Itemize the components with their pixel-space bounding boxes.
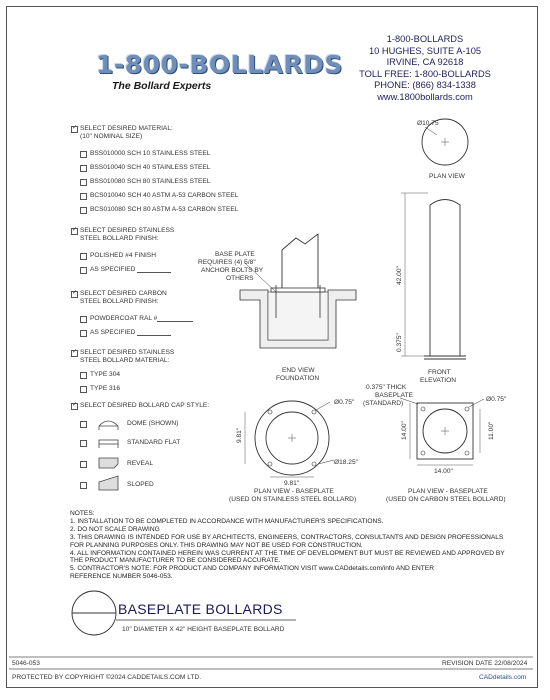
plan-view-label: PLAN VIEW [429,173,465,180]
cs-right-dim: 11.00" [488,421,495,440]
note-line: 4. ALL INFORMATION CONTAINED HEREIN WAS CURRENT AT THE TIME OF DEVELOPMENT BUT MUST BE REVIEWED AND APPROVED BY [70,549,505,557]
cs-baseplate-label: PLAN VIEW - BASEPLATE [408,488,488,495]
cs-thickness-note-line: BASEPLATE [375,392,413,399]
cap-option: STANDARD FLAT [127,439,181,446]
elevation-base-dim: 0.375" [396,333,403,352]
note-line: REFERENCE NUMBER 5046-053. [70,573,173,581]
cs-horizontal-dim: 14.00" [434,468,453,475]
baseplate-note-line: REQUIRES (4) 5/8" [198,259,256,266]
elevation-height-dim: 42.00" [396,266,403,285]
material-option: BCS010080 SCH 80 ASTM A-53 CARBON STEEL [90,206,239,213]
cs-left-dim: 14.00" [401,421,408,440]
cap-heading: SELECT DESIRED BOLLARD CAP STYLE: [80,402,210,409]
material-heading-sub: (10" NOMINAL SIZE) [80,133,143,140]
note-line: 2. DO NOT SCALE DRAWING [70,525,160,533]
contact-line: PHONE: (866) 834-1338 [374,80,476,91]
cap-option: DOME (SHOWN) [127,420,179,427]
note-line: 5. CONTRACTOR'S NOTE: FOR PRODUCT AND COMPANY INFORMATION VISIT www.CADdetails.com/info AND ENTER [70,565,434,573]
ss-baseplate-plan [229,399,359,503]
cs-finish-option: POWDERCOAT RAL # [90,315,158,322]
caddetails-link[interactable]: CADdetails.com [479,674,527,681]
ss-circle-dim: Ø18.25" [334,459,358,466]
note-line: THE PRODUCT MANUFACTURER TO BE CONSIDERED ACCURATE. [70,557,281,565]
contact-line: 1-800-BOLLARDS [386,34,464,44]
baseplate-note-line: OTHERS [226,275,254,282]
ss-finish-heading: SELECT DESIRED STAINLESS [80,227,175,234]
notes-heading: NOTES: [70,510,95,517]
baseplate-note: BASE PLATE [215,251,255,258]
material-option: BSS010000 SCH 10 STAINLESS STEEL [90,150,211,157]
revision-date: REVISION DATE 22/08/2024 [442,660,528,667]
material-option: BSS010040 SCH 40 STAINLESS STEEL [90,164,211,171]
ss-material-heading-sub: STEEL BOLLARD MATERIAL: [80,357,170,364]
ss-horizontal-dim: 9.81" [284,480,300,487]
material-option: BCS010040 SCH 40 ASTM A-53 CARBON STEEL [90,192,239,199]
contact-website[interactable]: www.1800bollards.com [377,91,473,102]
material-option: BSS010080 SCH 80 STAINLESS STEEL [90,178,211,185]
contact-line: 10 HUGHES, SUITE A-105 [368,45,482,56]
cs-finish-option: AS SPECIFIED [90,329,136,336]
contact-line: IRVINE, CA 92618 [386,57,464,68]
copyright-notice: PROTECTED BY COPYRIGHT ©2024 CADDETAILS.COM LTD. [12,674,202,681]
cap-option: SLOPED [127,481,154,488]
ss-baseplate-label-sub: (USED ON STAINLESS STEEL BOLLARD) [229,496,357,503]
cs-finish-heading-sub: STEEL BOLLARD FINISH: [80,298,159,305]
plan-view-diameter: Ø10.75 [417,120,439,127]
ss-finish-heading-sub: STEEL BOLLARD FINISH: [80,235,159,242]
company-logo: 1-800-BOLLARDS [96,50,343,79]
ss-material-option: TYPE 316 [90,385,121,392]
general-notes [70,510,505,581]
ss-vertical-dim: 9.81" [236,427,243,443]
plan-view [417,119,468,180]
ss-baseplate-label: PLAN VIEW - BASEPLATE [254,488,334,495]
end-view-label: END VIEW [282,367,315,374]
cs-thickness-note: 0.375" THICK [366,384,407,391]
drawing-subtitle: 10" DIAMETER X 42" HEIGHT BASEPLATE BOLLARD [122,626,285,633]
contact-line: TOLL FREE: 1-800-BOLLARDS [359,68,491,79]
cs-thickness-note-line: (STANDARD) [363,400,404,407]
baseplate-note-line: ANCHOR BOLTS BY [201,267,264,274]
drawing-title: BASEPLATE BOLLARDS [118,601,283,617]
front-elevation [396,193,466,384]
reference-number: 5046-053 [12,660,40,667]
end-view-label-sub: FOUNDATION [276,375,320,382]
ss-finish-option: POLISHED #4 FINISH [90,252,156,259]
cs-finish-heading: SELECT DESIRED CARBON [80,290,167,297]
elevation-label-sub: ELEVATION [420,377,457,384]
note-line: 3. THIS DRAWING IS INTENDED FOR USE BY ARCHITECTS, ENGINEERS, CONTRACTORS, CONSULTANTS AND DESIGN PROFESSIONALS [70,533,504,541]
note-line: 1. INSTALLATION TO BE COMPLETED IN ACCORDANCE WITH MANUFACTURER'S SPECIFICATIONS. [70,517,384,525]
ss-material-option: TYPE 304 [90,371,121,378]
cs-hole-dim: Ø0.75" [486,396,507,403]
company-tagline: The Bollard Experts [112,80,212,92]
cs-baseplate-plan [363,384,507,503]
ss-hole-dim: Ø0.75" [334,399,355,406]
material-heading: SELECT DESIRED MATERIAL: [80,125,173,132]
cap-option: REVEAL [127,460,154,467]
note-line: FOR PLANNING PURPOSES ONLY. THIS DRAWING MAY NOT BE USED FOR CONSTRUCTION. [70,541,363,549]
ss-material-heading: SELECT DESIRED STAINLESS [80,349,175,356]
elevation-label: FRONT [428,369,451,376]
ss-finish-option: AS SPECIFIED [90,266,136,273]
cs-baseplate-label-sub: (USED ON CARBON STEEL BOLLARD) [386,496,506,503]
foundation-section [198,234,356,348]
